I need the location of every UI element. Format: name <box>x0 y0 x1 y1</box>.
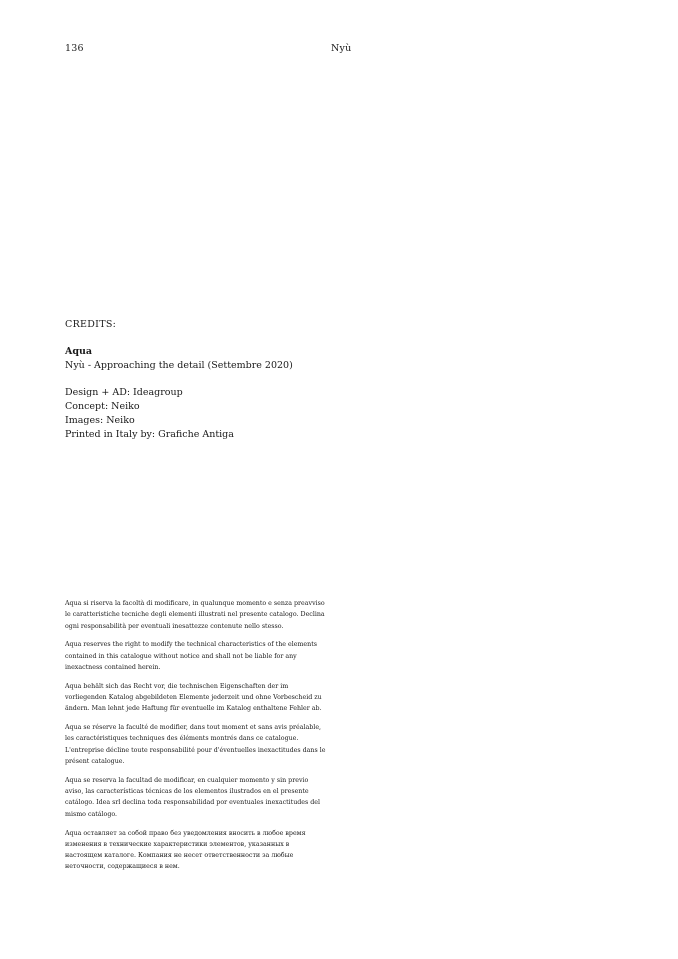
credits-label: CREDITS: <box>65 319 117 330</box>
page-number: 136 <box>65 43 84 54</box>
publication-title: Nyù - Approaching the detail (Settembre 2020) <box>65 360 293 371</box>
spacer <box>65 373 385 386</box>
disclaimers-block <box>65 598 327 880</box>
disclaimer-italian: Aqua si riserva la facoltà di modificare, in qualunque momento e senza preavviso le caratteristiche tecniche degli elementi illustrati nel presente catalogo. Declina ogni responsabilità per eventuali inesattezze contenute nello stesso. <box>65 600 325 630</box>
credit-line-design: Design + AD: Ideagroup <box>65 387 183 398</box>
running-title: Nyù <box>331 43 352 54</box>
credits-block <box>65 318 385 442</box>
credit-line-images: Images: Neiko <box>65 415 135 426</box>
disclaimer-russian: Aqua оставляет за собой право без уведомления вносить в любое время изменения в технические характеристики элементов, указанных в настоящем каталоге. Компания не несет ответственности за любые неточности, содержащиеся в нем. <box>65 829 306 871</box>
disclaimer-english: Aqua reserves the right to modify the technical characteristics of the elements contained in this catalogue without notice and shall not be liable for any inexactness contained herein. <box>65 641 317 671</box>
credit-line-printer: Printed in Italy by: Grafiche Antiga <box>65 429 234 440</box>
credit-line-concept: Concept: Neiko <box>65 401 140 412</box>
disclaimer-german: Aqua behält sich das Recht vor, die technischen Eigenschaften der im vorliegenden Katalog abgebildeten Elemente jederzeit und ohne Vorbescheid zu ändern. Man lehnt jede Haftung für eventuelle im Katalog enthaltene Fehler ab. <box>65 682 322 713</box>
disclaimer-spanish: Aqua se reserva la facultad de modificar, en cualquier momento y sin previo aviso, las características técnicas de los elementos ilustrados en el presente catálogo. Idea srl declina toda responsabilidad por eventuales inexactitudes del mismo catálogo. <box>65 776 321 818</box>
brand-name: Aqua <box>65 346 93 357</box>
disclaimer-french: Aqua se réserve la faculté de modifier, dans tout moment et sans avis préalable, les caractéristiques techniques des éléments montrés dans ce catalogue. L'entreprise décline toute responsabilité pour d'éventuelles inexactitudes dans le présent catalogue. <box>65 724 326 766</box>
